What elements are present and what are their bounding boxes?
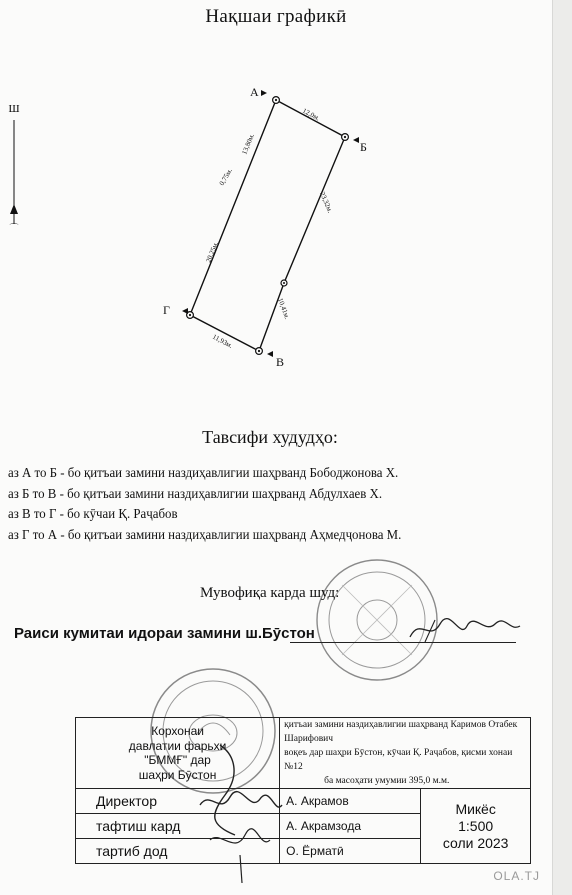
dim-b-right: 23,32м.: [318, 190, 335, 214]
org-line: Корхонаи: [151, 724, 204, 738]
name-director: А. Акрамов: [280, 789, 421, 814]
border-line-vg: аз В то Г - бо кӯчаи Қ. Раҷабов: [8, 507, 178, 522]
description-title: Тавсифи худудҳо:: [202, 427, 338, 447]
role-compiled: тартиб дод: [76, 839, 280, 864]
border-line-ga: аз Г то А - бо қитъаи замини наздиҳавлигии шаҳрванд Аҳмедҷонова М.: [8, 527, 402, 543]
org-line: давлатии фарьхи: [128, 738, 227, 753]
org-line: "БММҒ" дар: [144, 753, 211, 767]
role-checked: тафтиш кард: [76, 814, 280, 839]
point-a-label: А: [250, 85, 259, 99]
plot-info-line: воқеъ дар шаҳри Бӯстон, кӯчаи Қ. Раҷабов, қисми хонаи №12: [284, 748, 513, 772]
year-label: соли 2023: [442, 834, 509, 851]
north-arrow-icon: [7, 100, 21, 232]
plot-info-cell: [280, 718, 531, 789]
border-line-ab: аз А то Б - бо қитъаи замини наздиҳавлигии шаҳрванд Бободжонова Х.: [8, 466, 399, 481]
dim-a-left: 13,80м.: [240, 132, 257, 156]
chairman-title: Раиси кумитаи идораи замини ш.Бӯстон: [14, 625, 315, 642]
point-g-label: Г: [163, 303, 170, 317]
plot-info-line: қитъаи замини наздиҳавлигии шаҳрванд Каримов Отабек Шарифович: [284, 720, 518, 744]
arrow-a-icon: [261, 90, 267, 96]
scale-label: Микёс: [455, 800, 496, 817]
name-compiled: О. Ёрматӣ: [280, 839, 421, 864]
scale-cell: [421, 789, 531, 864]
border-line-bv: аз Б то В - бо қитъаи замини наздиҳавлигии шаҳрванд Абдулхаев Х.: [8, 486, 383, 502]
parcel-plan: [150, 75, 390, 375]
title-block: [75, 717, 531, 864]
dim-v-right: 10,41м.: [276, 296, 292, 321]
point-b-label: Б: [360, 140, 367, 154]
name-checked: А. Акрамзода: [280, 814, 421, 839]
arrow-g-icon: [182, 308, 188, 314]
arrow-v-icon: [267, 351, 273, 357]
dim-g-left: 20,25м.: [204, 240, 221, 264]
jog-marker: [281, 280, 287, 286]
north-label: Ш: [8, 103, 20, 115]
agreed-label: Мувофиқа карда шуд:: [200, 585, 340, 601]
arrow-b-icon: [353, 137, 359, 143]
border-descriptions: [8, 464, 436, 546]
dim-jog: 0,75м.: [217, 167, 234, 187]
dim-ab: 12,0м.: [301, 106, 322, 123]
corner-v-marker: [256, 348, 263, 355]
watermark: OLA.TJ: [493, 869, 540, 883]
parcel-boundary: [190, 100, 345, 351]
page-title: Нақшаи графикӣ: [205, 6, 347, 27]
director-signature: [180, 735, 290, 885]
scan-edge: [553, 0, 572, 895]
point-v-label: В: [276, 355, 285, 369]
scale-value: 1:500: [458, 817, 494, 834]
dim-gv: 11,93м.: [211, 332, 234, 350]
org-line: шаҳри Бӯстон: [138, 767, 217, 782]
role-director: Директор: [76, 789, 280, 814]
plot-info-line: ба масоҳати умумии 395,0 м.м.: [324, 776, 450, 786]
corner-a-marker: [273, 97, 280, 104]
corner-b-marker: [342, 134, 349, 141]
svg-text:⌒: ⌒: [9, 223, 19, 232]
chairman-signature: [405, 612, 525, 652]
